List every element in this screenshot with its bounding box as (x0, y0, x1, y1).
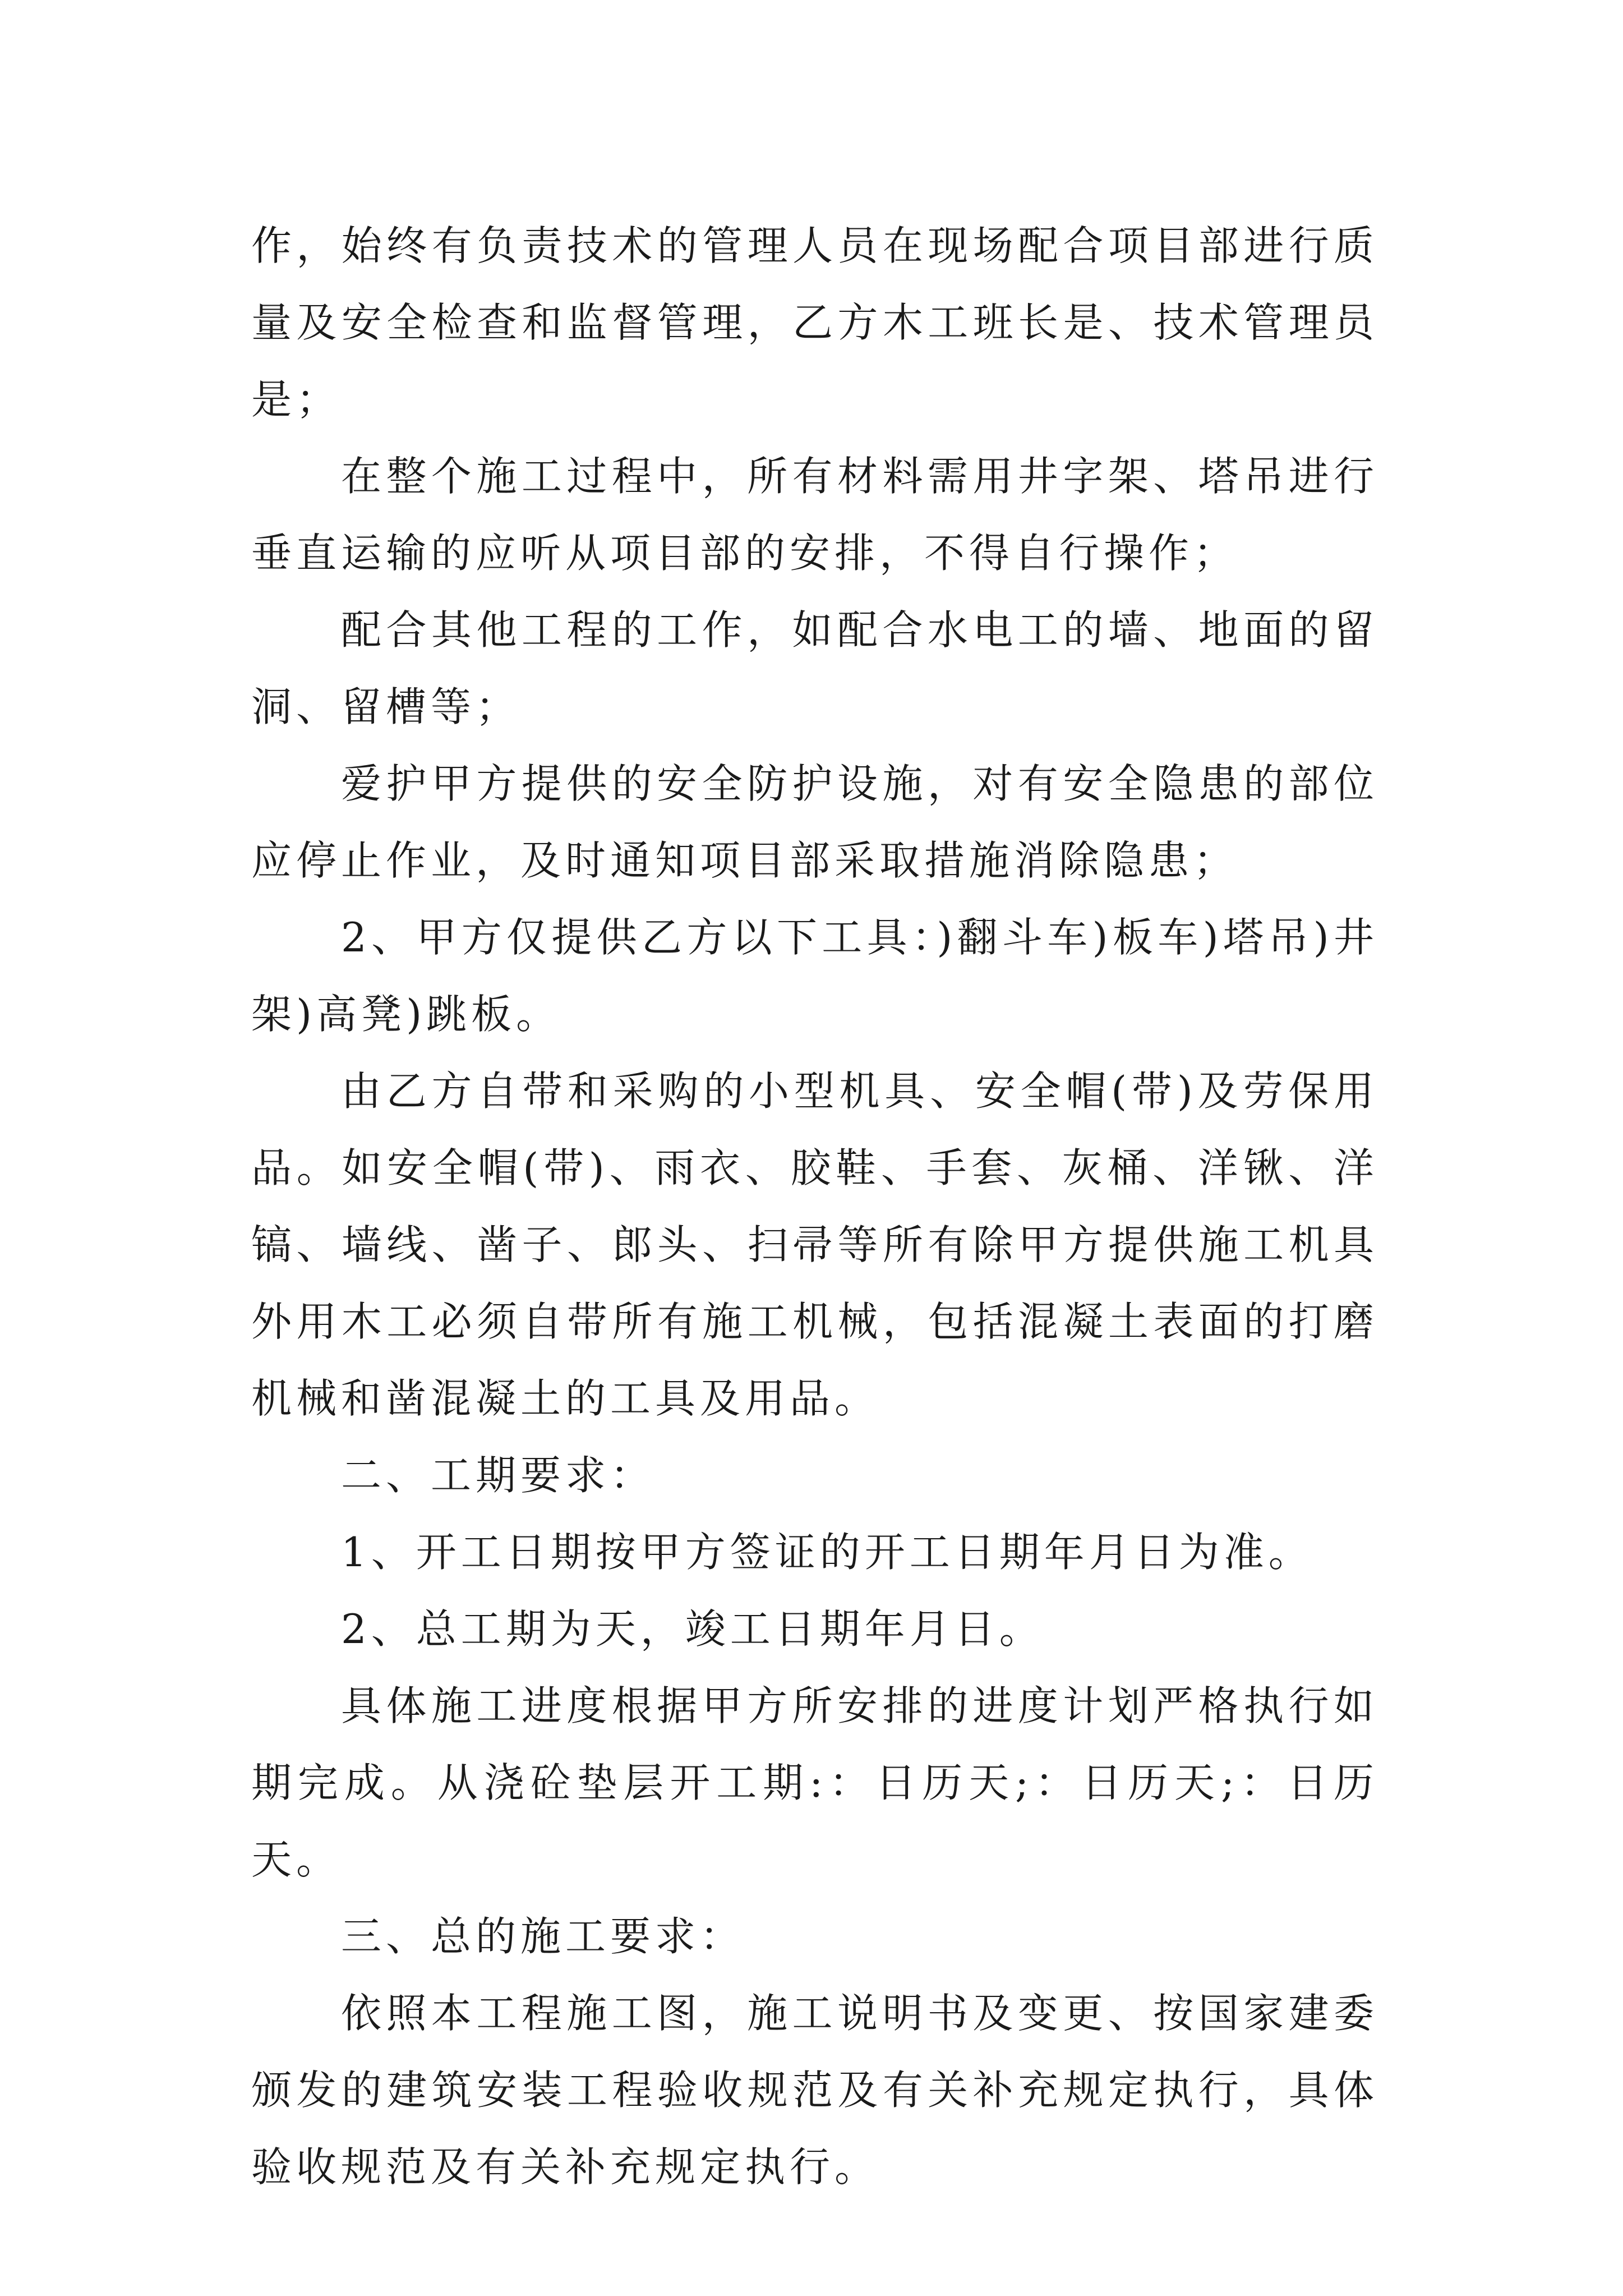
section-heading-schedule: 二、工期要求： (341, 1452, 656, 1499)
paragraph-progress-plan: 具体施工进度根据甲方所安排的进度计划严格执行如期完成。从浇砼垫层开工期:：日历天;：日历天;：日历天。 (251, 1682, 1378, 1883)
section-heading-requirements: 三、总的施工要求： (341, 1913, 745, 1960)
document-body (251, 208, 1378, 2206)
paragraph-coordination: 配合其他工程的工作，如配合水电工的墙、地面的留洞、留槽等； (251, 606, 1378, 730)
paragraph-total-duration: 2、总工期为天，竣工日期年月日。 (341, 1605, 1044, 1653)
paragraph-continuation: 作，始终有负责技术的管理人员在现场配合项目部进行质量及安全检查和监督管理，乙方木工班长是、技术管理员是； (251, 222, 1378, 423)
paragraph-start-date: 1、开工日期按甲方签证的开工日期年月日为准。 (341, 1529, 1313, 1576)
paragraph-tools-provided: 2、甲方仅提供乙方以下工具：)翻斗车)板车)塔吊)井架)高凳)跳板。 (251, 914, 1378, 1038)
paragraph-standards: 依照本工程施工图，施工说明书及变更、按国家建委颁发的建筑安装工程验收规范及有关补充规定执行，具体验收规范及有关补充规定执行。 (251, 1990, 1378, 2191)
paragraph-material-transport: 在整个施工过程中，所有材料需用井字架、塔吊进行垂直运输的应听从项目部的安排，不得自行操作； (251, 453, 1378, 577)
paragraph-safety-facilities: 爱护甲方提供的安全防护设施，对有安全隐患的部位应停止作业，及时通知项目部采取措施消除隐患； (251, 760, 1378, 884)
paragraph-tools-self-supplied: 由乙方自带和采购的小型机具、安全帽(带)及劳保用品。如安全帽(带)、雨衣、胶鞋、手套、灰桶、洋锹、洋镐、墙线、凿子、郎头、扫帚等所有除甲方提供施工机具外用木工必须自带所有施工机械，包括混凝土表面的打磨机械和凿混凝土的工具及用品。 (251, 1068, 1378, 1422)
